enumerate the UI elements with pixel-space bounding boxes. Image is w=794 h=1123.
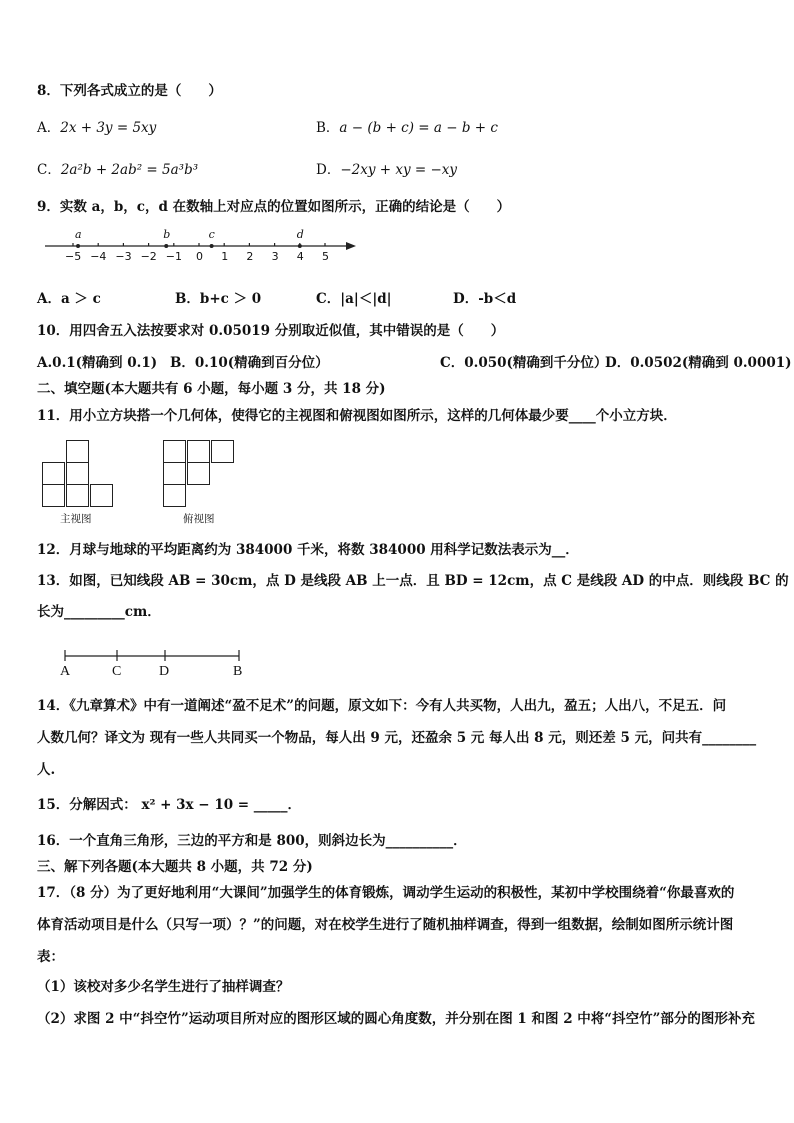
front-view-cell xyxy=(66,462,89,485)
top-view-cell xyxy=(211,440,234,463)
q17-line-3: 表： xyxy=(37,949,64,965)
number-line-tick-label: −5 xyxy=(65,250,82,263)
q10-stem: 10．用四舍五入法按要求对 0.05019 分别取近似值，其中错误的是（ ） xyxy=(37,323,505,339)
q9-stem: 9．实数 a，b，c，d 在数轴上对应点的位置如图所示，正确的结论是（ ） xyxy=(37,199,511,215)
number-line-tick-label: −1 xyxy=(165,250,183,263)
number-line-tick-label: 5 xyxy=(322,250,329,263)
q8-option-c-label: C． xyxy=(37,162,61,178)
section-2-heading: 二、填空题(本大题共有 6 小题，每小题 3 分，共 18 分) xyxy=(37,381,386,397)
top-view-cell xyxy=(187,462,210,485)
q10-option-a: A.0.1(精确到 0.1) xyxy=(37,355,158,371)
q13-line-2: 长为_________cm． xyxy=(37,604,161,620)
q8-option-b-expr: a − (b + c) = a − b + c xyxy=(339,120,498,136)
segment-svg xyxy=(55,648,265,662)
segment-label-d: D xyxy=(159,664,170,679)
top-view-cell xyxy=(163,462,186,485)
number-line-tick-label: −3 xyxy=(115,250,132,263)
q9-option-c: C．|a|＜|d| xyxy=(316,291,392,307)
q16-stem: 16．一个直角三角形，三边的平方和是 800，则斜边长为__________． xyxy=(37,833,467,849)
q8-option-a xyxy=(37,119,156,137)
q11-stem: 11．用小立方块搭一个几何体，使得它的主视图和俯视图如图所示，这样的几何体最少要____个小立方块． xyxy=(37,408,677,424)
q14-line-3: 人. xyxy=(37,762,56,778)
front-view-cell xyxy=(42,484,65,507)
number-line-point-label-c: c xyxy=(208,228,215,241)
q17-sub-2: （2）求图 2 中“抖空竹”运动项目所对应的图形区域的圆心角度数，并分别在图 1 和图 2 中将“抖空竹”部分的图形补充 xyxy=(37,1011,755,1027)
front-view-cell xyxy=(66,440,89,463)
front-view-cell xyxy=(90,484,113,507)
number-line-tick-label: 1 xyxy=(221,250,229,263)
q14-line-1: 14．《九章算术》中有一道阐述“盈不足术”的问题，原文如下：今有人共买物，人出九，盈五；人出八，不足五．问 xyxy=(37,698,727,714)
number-line-tick-label: −4 xyxy=(90,250,107,263)
top-view-figure xyxy=(163,440,243,524)
q10-option-c: C．0.050(精确到千分位） xyxy=(440,355,608,371)
number-line-tick-label: 4 xyxy=(296,250,304,263)
segment-label-a: A xyxy=(60,664,71,679)
front-view-caption: 主视图 xyxy=(60,513,92,525)
segment-label-b: B xyxy=(233,664,243,679)
top-view-caption: 俯视图 xyxy=(183,513,215,525)
q17-sub-1: （1）该校对多少名学生进行了抽样调查？ xyxy=(37,979,290,995)
number-line-point-label-a: a xyxy=(75,228,82,241)
q17-line-1: 17．（8 分）为了更好地利用“大课间”加强学生的体育锻炼，调动学生运动的积极性，某初中学校围绕着“你最喜欢的 xyxy=(37,885,735,901)
q10-option-b: B．0.10(精确到百分位） xyxy=(170,355,329,371)
q8-option-c-expr: 2a²b + 2ab² = 5a³b³ xyxy=(60,162,199,178)
q8-option-b-label: B． xyxy=(316,120,340,136)
q8-option-b xyxy=(316,119,498,137)
q15-stem: 15．分解因式： x² + 3x − 10 = _____． xyxy=(37,797,302,813)
q14-line-2: 人数几何？译文为 现有一些人共同买一个物品，每人出 9 元，还盈余 5 元 每人出 8 元，则还差 5 元，问共有________ xyxy=(37,730,757,746)
top-view-cell xyxy=(187,440,210,463)
number-line-tick-label: 2 xyxy=(246,250,254,263)
q8-option-d-expr: −2xy + xy = −xy xyxy=(340,162,458,178)
q17-line-2: 体育活动项目是什么（只写一项）？”的问题，对在校学生进行了随机抽样调查，得到一组数据，绘制如图所示统计图 xyxy=(37,917,734,933)
number-line-figure xyxy=(40,228,370,268)
segment-figure xyxy=(55,648,265,684)
front-view-cell xyxy=(66,484,89,507)
q13-line-1: 13．如图，已知线段 AB = 30cm，点 D 是线段 AB 上一点．且 BD = 12cm，点 C 是线段 AD 的中点．则线段 BC 的 xyxy=(37,573,789,589)
top-view-cell xyxy=(163,484,186,507)
number-line-arrow-icon xyxy=(346,242,356,250)
q12-stem: 12．月球与地球的平均距离约为 384000 千米，将数 384000 用科学记数法表示为__． xyxy=(37,542,579,558)
number-line-tick-label: −2 xyxy=(140,250,157,263)
q9-option-d: D．-b＜d xyxy=(453,291,517,307)
front-view-figure xyxy=(42,440,122,524)
q8-stem: 8．下列各式成立的是（ ） xyxy=(37,83,222,99)
number-line-point-label-b: b xyxy=(163,228,171,241)
front-view-cell xyxy=(42,462,65,485)
segment-label-c: C xyxy=(112,664,122,679)
number-line-point-b xyxy=(164,244,168,248)
q9-option-a: A．a ＞ c xyxy=(37,291,101,307)
section-3-heading: 三、解下列各题(本大题共 8 小题，共 72 分) xyxy=(37,859,313,875)
q9-option-b: B．b+c ＞ 0 xyxy=(175,291,262,307)
q8-option-c xyxy=(37,161,198,179)
number-line-point-c xyxy=(210,244,214,248)
q8-option-a-expr: 2x + 3y = 5xy xyxy=(60,120,157,136)
q8-option-d-label: D． xyxy=(316,162,341,178)
top-view-cell xyxy=(163,440,186,463)
number-line-point-a xyxy=(76,244,80,248)
q8-option-a-label: A． xyxy=(37,120,61,136)
number-line-point-d xyxy=(298,244,302,248)
q8-option-d xyxy=(316,161,457,179)
q10-option-d: D．0.0502(精确到 0.0001) xyxy=(605,355,792,371)
number-line-point-label-d: d xyxy=(296,228,304,241)
number-line-tick-label: 0 xyxy=(196,250,203,263)
number-line-tick-label: 3 xyxy=(271,250,279,263)
